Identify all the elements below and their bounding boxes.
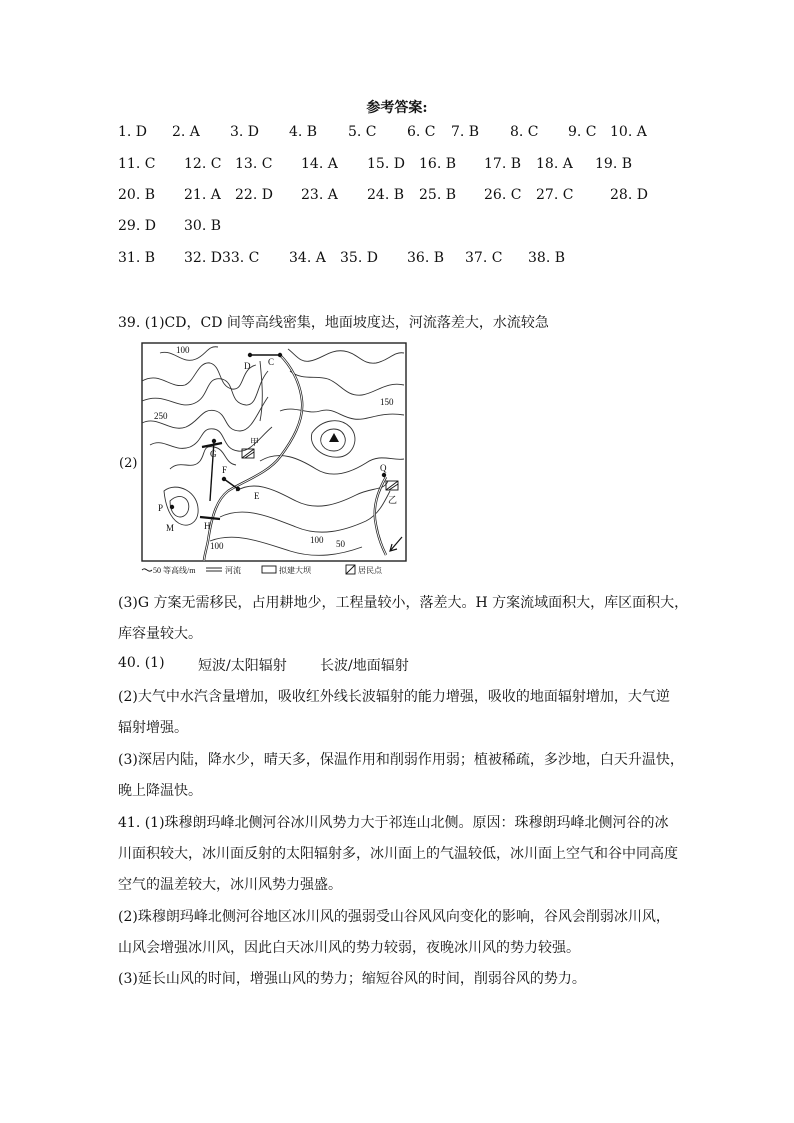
legend-river: 河流 [225,566,241,575]
answer-item: 20. B [118,187,156,203]
answer-item: 22. D [235,187,273,203]
answer-item: 3. D [230,124,260,140]
answer-item: 36. B [407,250,445,266]
q39-part3-line1: (3)G 方案无需移民，占用耕地少，工程量较小，落差大。H 方案流域面积大，库区面积大， [118,595,689,611]
q40-part1 [118,655,518,675]
answer-item: 38. B [528,250,566,266]
contour-label: 100 [176,345,190,355]
q40-part2-line2: 辐射增强。 [118,720,188,736]
q40-answer-2: 长波/地面辐射 [320,658,409,674]
answer-item: 10. A [610,124,647,140]
answer-item: 5. C [348,124,377,140]
answer-item: 16. B [419,156,457,172]
answer-item: 37. C [465,250,503,266]
contour-map [140,341,408,577]
answer-item: 7. B [451,124,480,140]
contour-label: 100 [210,541,224,551]
q41-line5: 山风会增强冰川风，因此白天冰川风的势力较弱，夜晚冰川风的势力较强。 [118,940,580,956]
answer-item: 25. B [419,187,457,203]
q41-line4: (2)珠穆朗玛峰北侧河谷地区冰川风的强弱受山谷风风向变化的影响，谷风会削弱冰川风， [118,909,670,925]
answer-item: 34. A [289,250,326,266]
point-label: Q [380,463,387,473]
q41-line2: 川面积较大，冰川面反射的太阳辐射多，冰川面上的气温较低，冰川面上空气和谷中同高度 [118,846,678,862]
answer-item: 35. D [340,250,378,266]
answer-item: 31. B [118,250,156,266]
contour-label: 50 [336,539,345,549]
legend-settlement: 居民点 [358,566,382,575]
q39-part2-label: (2) [119,456,138,471]
answer-item: 15. D [367,156,405,172]
answer-item: 2. A [172,124,200,140]
point-label: F [222,465,228,475]
answer-item: 18. A [536,156,573,172]
answer-item: 6. C [407,124,436,140]
answer-item: 1. D [118,124,148,140]
point-label: H [204,521,211,531]
point-label: 甲 [250,437,260,447]
q41-line6: (3)延长山风的时间，增强山风的势力；缩短谷风的时间，削弱谷风的势力。 [118,971,586,987]
answer-item: 11. C [118,156,156,172]
answer-item: 21. A [184,187,221,203]
contour-label: 250 [154,411,168,421]
answer-item: 30. B [184,218,222,234]
q40-part3-line1: (3)深居内陆，降水少，晴天多，保温作用和削弱作用弱；植被稀疏，多沙地，白天升温快， [118,752,684,768]
q40-answer-1: 短波/太阳辐射 [198,658,287,674]
page-title: 参考答案: [366,100,428,116]
answer-item: 24. B [367,187,405,203]
point-label: E [254,491,260,501]
answer-item: 32. D33. C [184,250,260,266]
q41-line1: 41. (1)珠穆朗玛峰北侧河谷冰川风势力大于祁连山北侧。原因：珠穆朗玛峰北侧河谷的冰 [118,815,669,831]
q40-part3-line2: 晚上降温快。 [118,783,202,799]
point-label: 乙 [388,495,398,505]
answer-item: 17. B [484,156,522,172]
legend-contour: 50 等高线/m [153,566,196,575]
answer-item: 28. D [610,187,648,203]
legend-dam: 拟建大坝 [279,566,311,575]
point-label: P [158,503,164,513]
contour-label: 100 [310,535,324,545]
answer-item: 27. C [536,187,574,203]
answer-item: 29. D [118,218,156,234]
answer-item: 13. C [235,156,273,172]
point-label: C [268,357,275,367]
point-label: G [210,449,217,459]
answer-item: 9. C [568,124,597,140]
q41-line3: 空气的温差较大，冰川风势力强盛。 [118,877,342,893]
q39-part1: 39. (1)CD，CD 间等高线密集，地面坡度达，河流落差大，水流较急 [118,315,549,331]
answer-item: 26. C [484,187,522,203]
q40-part2-line1: (2)大气中水汽含量增加，吸收红外线长波辐射的能力增强，吸收的地面辐射增加，大气逆 [118,689,670,705]
answer-item: 19. B [595,156,633,172]
point-label: D [244,361,251,371]
answer-item: 8. C [510,124,539,140]
answer-item: 14. A [301,156,338,172]
answer-item: 12. C [184,156,222,172]
contour-label: 150 [380,397,394,407]
answer-item: 4. B [289,124,318,140]
q40-number: 40. (1) [118,655,165,671]
answer-item: 23. A [301,187,338,203]
point-label: M [166,523,175,533]
q39-part3-line2: 库容量较大。 [118,626,202,642]
